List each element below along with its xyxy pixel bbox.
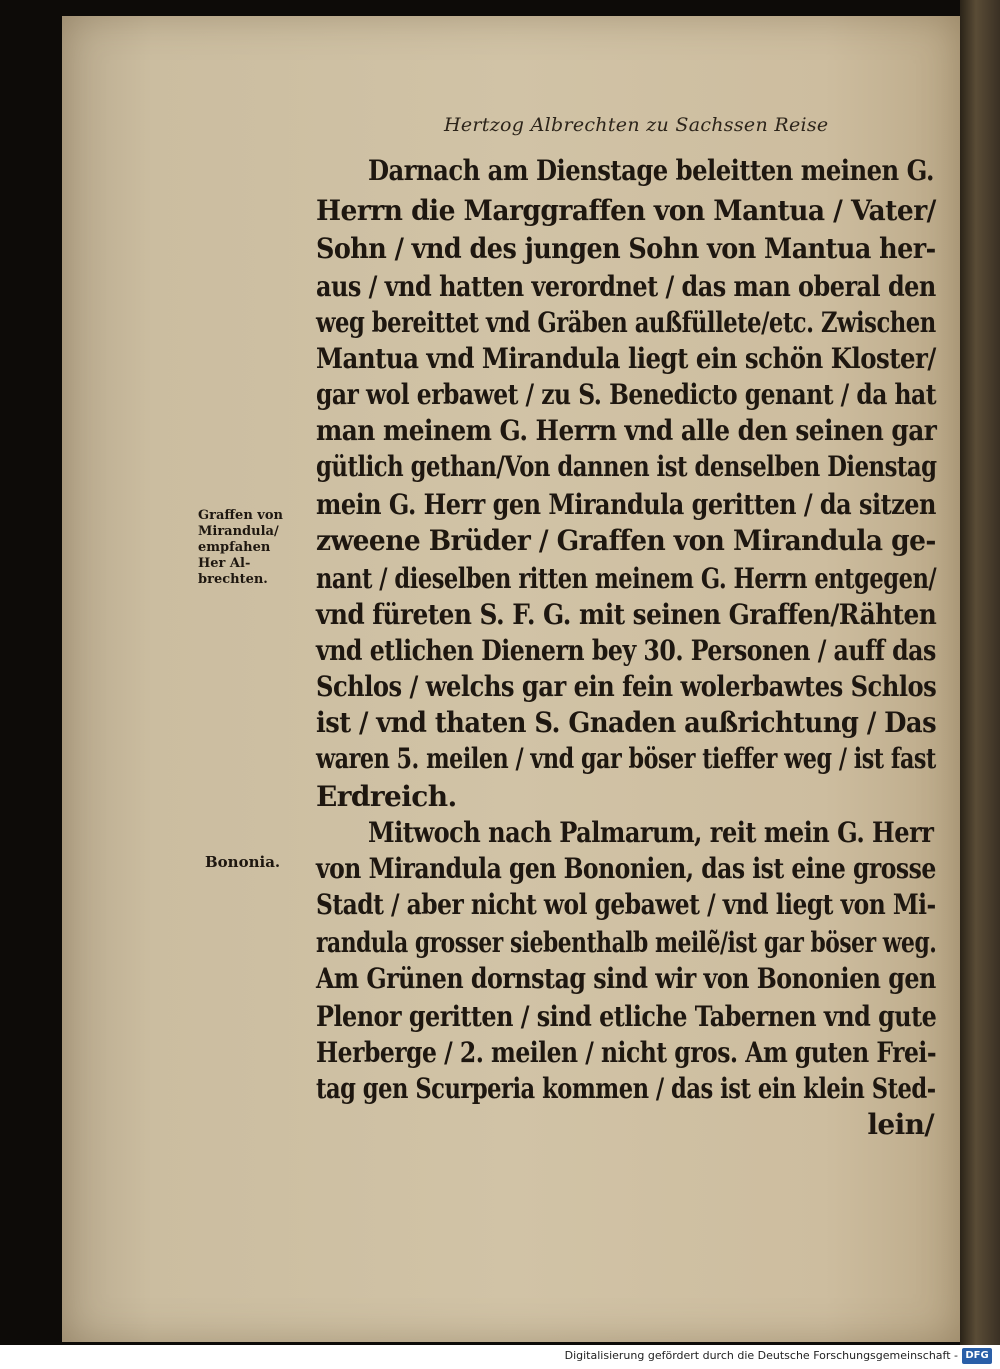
margin-note-line: Mirandula/ [198, 524, 279, 539]
text-line: mein G. Herr gen Mirandula geritten / da sitzen [316, 488, 936, 521]
text-line: ist / vnd thaten S. Gnaden außrichtung / Das [316, 706, 937, 739]
text-line: Mitwoch nach Palmarum, reit mein G. Herr [368, 816, 934, 849]
text-line: zweene Brüder / Graffen von Mirandula ge- [316, 524, 936, 557]
text-line: weg bereittet vnd Gräben außfüllete/etc. Zwischen [316, 306, 936, 339]
text-line: gar wol erbawet / zu S. Benedicto genant / da hat [316, 378, 937, 411]
footer-bar [0, 1345, 1000, 1369]
text-line: Mantua vnd Mirandula liegt ein schön Kloster/ [316, 342, 936, 375]
text-line: vnd füreten S. F. G. mit seinen Graffen/Rähten [316, 598, 937, 631]
text-line: Herrn die Marggraffen von Mantua / Vater/ [316, 194, 936, 227]
text-line: Stadt / aber nicht wol gebawet / vnd liegt von Mi- [316, 888, 936, 921]
dfg-logo: DFG [962, 1348, 992, 1364]
text-line: nant / dieselben ritten meinem G. Herrn entgegen/ [316, 562, 937, 595]
text-line: tag gen Scurperia kommen / das ist ein klein Sted- [316, 1072, 936, 1105]
text-line: aus / vnd hatten verordnet / das man oberal den [316, 270, 936, 303]
text-line: randula grosser siebenthalb meilẽ/ist gar böser weg. [316, 926, 937, 959]
page-gutter [960, 0, 1000, 1345]
margin-note-line: empfahen [198, 540, 271, 555]
text-line: gütlich gethan/Von dannen ist denselben Dienstag [316, 450, 937, 483]
text-line: waren 5. meilen / vnd gar böser tieffer weg / ist fast [316, 742, 936, 775]
running-header: Hertzog Albrechten zu Sachssen Reise [444, 114, 829, 136]
margin-note-line: Graffen von [198, 508, 283, 523]
text-line: Schlos / welchs gar ein fein wolerbawtes Schlos [316, 670, 937, 703]
margin-note-line: brechten. [198, 572, 268, 587]
text-line: man meinem G. Herrn vnd alle den seinen gar [316, 414, 937, 447]
text-line: vnd etlichen Dienern bey 30. Personen / auff das [316, 634, 936, 667]
text-line: Erdreich. [316, 780, 457, 813]
text-line: Plenor geritten / sind etliche Tabernen vnd gute [316, 1000, 937, 1033]
text-line: von Mirandula gen Bononien, das ist eine grosse [316, 852, 936, 885]
text-line: Herberge / 2. meilen / nicht gros. Am guten Frei- [316, 1036, 937, 1069]
text-line: Darnach am Dienstage beleitten meinen G. [368, 154, 934, 187]
margin-note-line: Her Al- [198, 556, 251, 571]
margin-note-bononia: Bononia. [205, 853, 281, 871]
margin-note-graffen [198, 508, 283, 588]
text-line: lein/ [867, 1108, 934, 1141]
text-line: Sohn / vnd des jungen Sohn von Mantua her- [316, 232, 936, 265]
footer-text: Digitalisierung gefördert durch die Deutsche Forschungsgemeinschaft - [564, 1349, 958, 1362]
text-line: Am Grünen dornstag sind wir von Bononien gen [316, 962, 936, 995]
